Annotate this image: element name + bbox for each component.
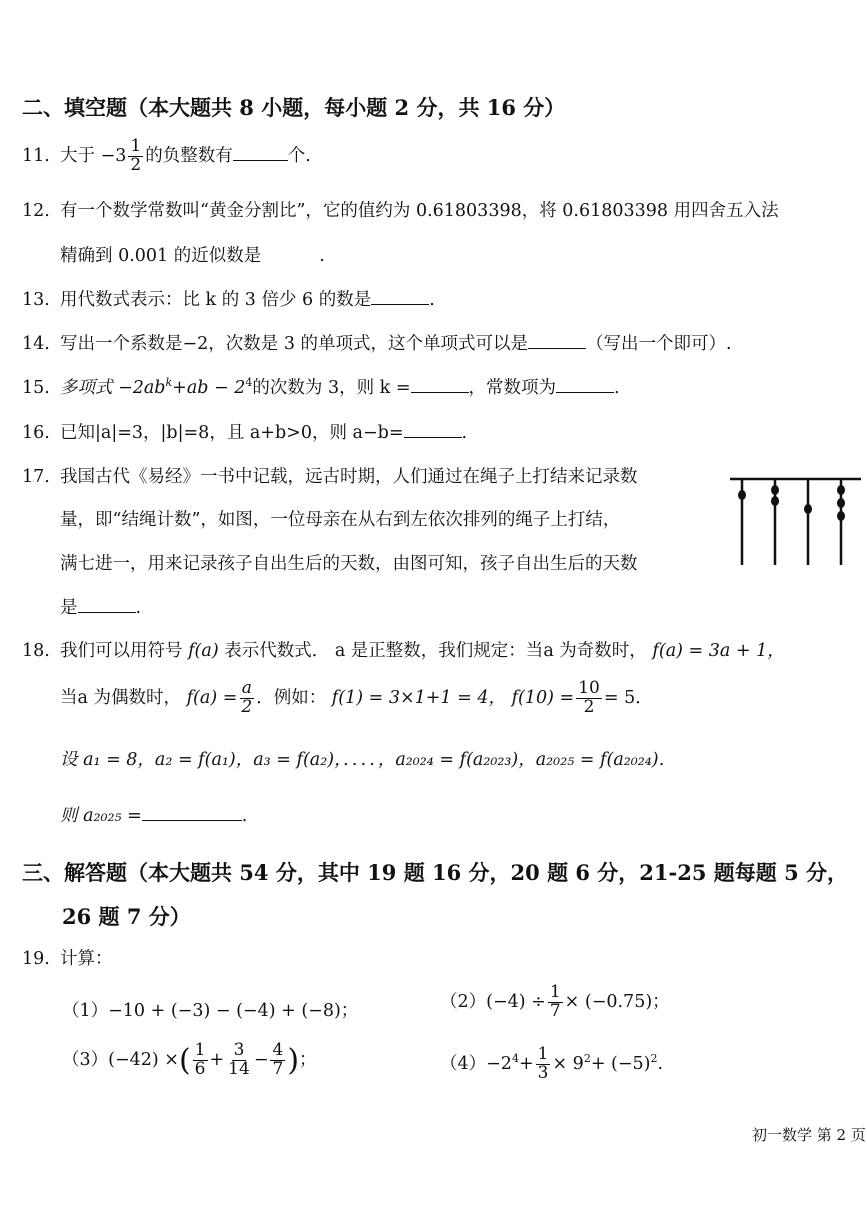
question-number: 19. <box>22 949 50 969</box>
knot <box>804 504 812 514</box>
question-18-line-3 <box>60 746 676 771</box>
answer-blank-constant[interactable] <box>556 391 614 393</box>
exponent: 4 <box>245 376 253 390</box>
fraction-denominator: 7 <box>272 1058 284 1079</box>
q12-text-line-2: 精确到 0.001 的近似数是 <box>60 246 262 266</box>
q17-text-line-1: 我国古代《易经》一书中记载，远古时期，人们通过在绳子上打结来记录数 <box>60 467 638 487</box>
answer-blank[interactable] <box>142 819 242 821</box>
q19-part-2-pre: （2）(−4) ÷ <box>440 991 546 1012</box>
q17-end: . <box>135 598 142 618</box>
question-17-line-4 <box>60 594 141 619</box>
knot <box>837 511 845 521</box>
exponent: 2 <box>583 1052 591 1066</box>
fraction-numerator: 1 <box>549 982 561 1002</box>
q19-part-4-end: . <box>657 1053 664 1074</box>
question-17-line-2: 量，即“结绳计数”，如图，一位母亲在从右到左依次排列的绳子上打结， <box>60 510 621 530</box>
question-15 <box>22 374 620 399</box>
question-16 <box>22 419 467 444</box>
question-number: 16. <box>22 423 50 443</box>
q19-part-4 <box>440 1046 663 1083</box>
q19-part-1-expr: （1）−10 + (−3) − (−4) + (−8)； <box>62 1001 359 1021</box>
q18-ask: 则 a₂₀₂₅ = <box>60 806 142 826</box>
question-number: 15. <box>22 378 50 398</box>
q18-text: 当 <box>60 687 78 708</box>
question-11 <box>22 138 311 175</box>
question-number: 14. <box>22 334 50 354</box>
question-12-line-2 <box>60 242 325 267</box>
section-2-heading: 二、填空题（本大题共 8 小题，每小题 2 分，共 16 分） <box>22 95 566 120</box>
q18-text: ．例如： <box>256 687 327 708</box>
q19-part-2-post: × (−0.75)； <box>564 991 670 1012</box>
question-number: 17. <box>22 467 50 487</box>
q18-text: a 为偶数时， <box>77 687 181 708</box>
question-13 <box>22 286 435 311</box>
knot <box>837 485 845 495</box>
question-14 <box>22 330 732 355</box>
q15-text: 多项式 −2ab <box>60 378 166 398</box>
q18-text: 我们可以用符号 <box>60 641 183 661</box>
q18-sequence: 设 a₁ = 8，a₂ = f(a₁)，a₃ = f(a₂)，．．．．，a₂₀₂₄ = f(a₂₀₂₃)，a₂₀₂₅ = f(a₂₀₂₄)． <box>60 750 677 770</box>
q12-text-line-1: 有一个数学常数叫“黄金分割比”，它的值约为 0.61803398，将 0.61803398 用四舍五入法 <box>60 201 779 221</box>
left-paren: ( <box>178 1042 191 1078</box>
q15-mid2: 的次数为 3，则 k = <box>252 378 411 398</box>
q19-part-3-post: ； <box>299 1049 317 1070</box>
exponent: 4 <box>511 1052 519 1066</box>
q18-text: 表示代数式． <box>224 641 330 661</box>
fraction-denominator: 2 <box>130 154 142 175</box>
fraction-numerator: 1 <box>194 1040 206 1060</box>
section-3-heading-line-1: 三、解答题（本大题共 54 分，其中 19 题 16 分，20 题 6 分，21-25 题每题 5 分， <box>22 860 849 885</box>
q18-text: = 5． <box>603 687 653 708</box>
q12-end: . <box>319 246 325 266</box>
plus-sign: + <box>209 1049 225 1070</box>
fraction-1-over-3 <box>536 1046 551 1083</box>
answer-blank[interactable] <box>78 611 136 613</box>
fraction-denominator: 14 <box>228 1058 250 1079</box>
q14-text: 写出一个系数是−2，次数是 3 的单项式，这个单项式可以是 <box>60 334 529 354</box>
knot <box>837 498 845 508</box>
fraction-numerator: 10 <box>578 678 600 698</box>
minus-sign: − <box>253 1049 269 1070</box>
q15-end: . <box>614 378 620 398</box>
fraction-3-over-14 <box>226 1042 252 1079</box>
q15-mid3: ，常数项为 <box>468 378 556 398</box>
question-17-line-1 <box>22 463 638 488</box>
fraction-a-over-2 <box>239 680 254 717</box>
fraction-denominator: 7 <box>549 1000 561 1021</box>
fraction-numerator: a <box>241 678 252 698</box>
fraction-denominator: 2 <box>583 696 595 717</box>
q18-example-1: f(1) = 3×1+1 = 4， <box>331 687 506 708</box>
q18-formula-odd: f(a) = 3a + 1， <box>652 641 785 661</box>
q18-text: a 是正整数，我们规定：当 <box>334 641 544 661</box>
fraction-denominator: 2 <box>241 696 253 717</box>
q19-part-2 <box>440 984 670 1021</box>
q17-text-line-4: 是 <box>60 598 78 618</box>
fraction-denominator: 6 <box>194 1058 206 1079</box>
question-18-line-2 <box>60 680 653 717</box>
q11-pre: 大于 −3 <box>60 145 127 166</box>
fraction-numerator: 1 <box>130 136 142 156</box>
fraction-one-half <box>128 138 143 175</box>
knot <box>771 496 779 506</box>
q19-part-1 <box>62 997 358 1022</box>
answer-blank[interactable] <box>261 260 319 261</box>
question-18-line-1 <box>22 637 785 662</box>
question-number: 11. <box>22 145 50 166</box>
question-number: 12. <box>22 201 50 221</box>
q19-part-4-mid: × 9 <box>552 1053 584 1074</box>
answer-blank[interactable] <box>371 303 429 305</box>
question-number: 13. <box>22 290 50 310</box>
q19-part-3-pre: （3）(−42) × <box>62 1049 179 1070</box>
q18-example-2: f(10) = <box>511 687 575 708</box>
q14-end: （写出一个即可）. <box>586 334 732 354</box>
answer-blank[interactable] <box>404 436 462 438</box>
question-19 <box>22 945 113 970</box>
q13-text: 用代数式表示：比 k 的 3 倍少 6 的数是 <box>60 290 372 310</box>
q19-part-3 <box>62 1042 317 1079</box>
plus-sign: + <box>518 1053 534 1074</box>
answer-blank-k[interactable] <box>411 391 469 393</box>
fraction-numerator: 1 <box>537 1044 549 1064</box>
fraction-numerator: 3 <box>233 1040 245 1060</box>
fraction-1-over-6 <box>193 1042 208 1079</box>
q15-mid: +ab − 2 <box>172 378 246 398</box>
question-17-line-3: 满七进一，用来记录孩子自出生后的天数，由图可知，孩子自出生后的天数 <box>60 554 638 574</box>
question-12-line-1 <box>22 197 779 222</box>
exponent: 2 <box>650 1052 658 1066</box>
q18-text: a 为奇数时， <box>543 641 647 661</box>
knot <box>771 485 779 495</box>
exponent: k <box>165 376 173 390</box>
q18-fa: f(a) <box>188 641 219 661</box>
page-footer: 初一数学 第 2 页 <box>752 1126 866 1144</box>
question-18-line-4 <box>60 802 247 827</box>
q16-text: 已知|a|=3，|b|=8，且 a+b>0，则 a−b= <box>60 423 404 443</box>
q18-end: . <box>241 806 248 826</box>
q11-end: 个. <box>287 145 311 166</box>
q16-end: . <box>461 423 468 443</box>
q19-part-4-mid2: + (−5) <box>590 1053 651 1074</box>
q18-formula-even: f(a) = <box>186 687 238 708</box>
right-paren: ) <box>287 1042 300 1078</box>
fraction-4-over-7 <box>270 1042 285 1079</box>
q11-post: 的负整数有 <box>145 145 233 166</box>
q19-part-4-pre: （4）−2 <box>440 1053 512 1074</box>
fraction-1-over-7 <box>548 984 563 1021</box>
section-3-heading-line-2: 26 题 7 分） <box>62 904 191 929</box>
answer-blank[interactable] <box>528 347 586 349</box>
answer-blank[interactable] <box>233 159 288 161</box>
knot <box>738 490 746 500</box>
knotted-rope-figure <box>728 470 863 570</box>
q13-end: . <box>429 290 435 310</box>
fraction-numerator: 4 <box>272 1040 284 1060</box>
q19-label: 计算： <box>60 949 113 969</box>
fraction-10-over-2 <box>576 680 602 717</box>
question-number: 18. <box>22 641 50 661</box>
fraction-denominator: 3 <box>537 1062 549 1083</box>
